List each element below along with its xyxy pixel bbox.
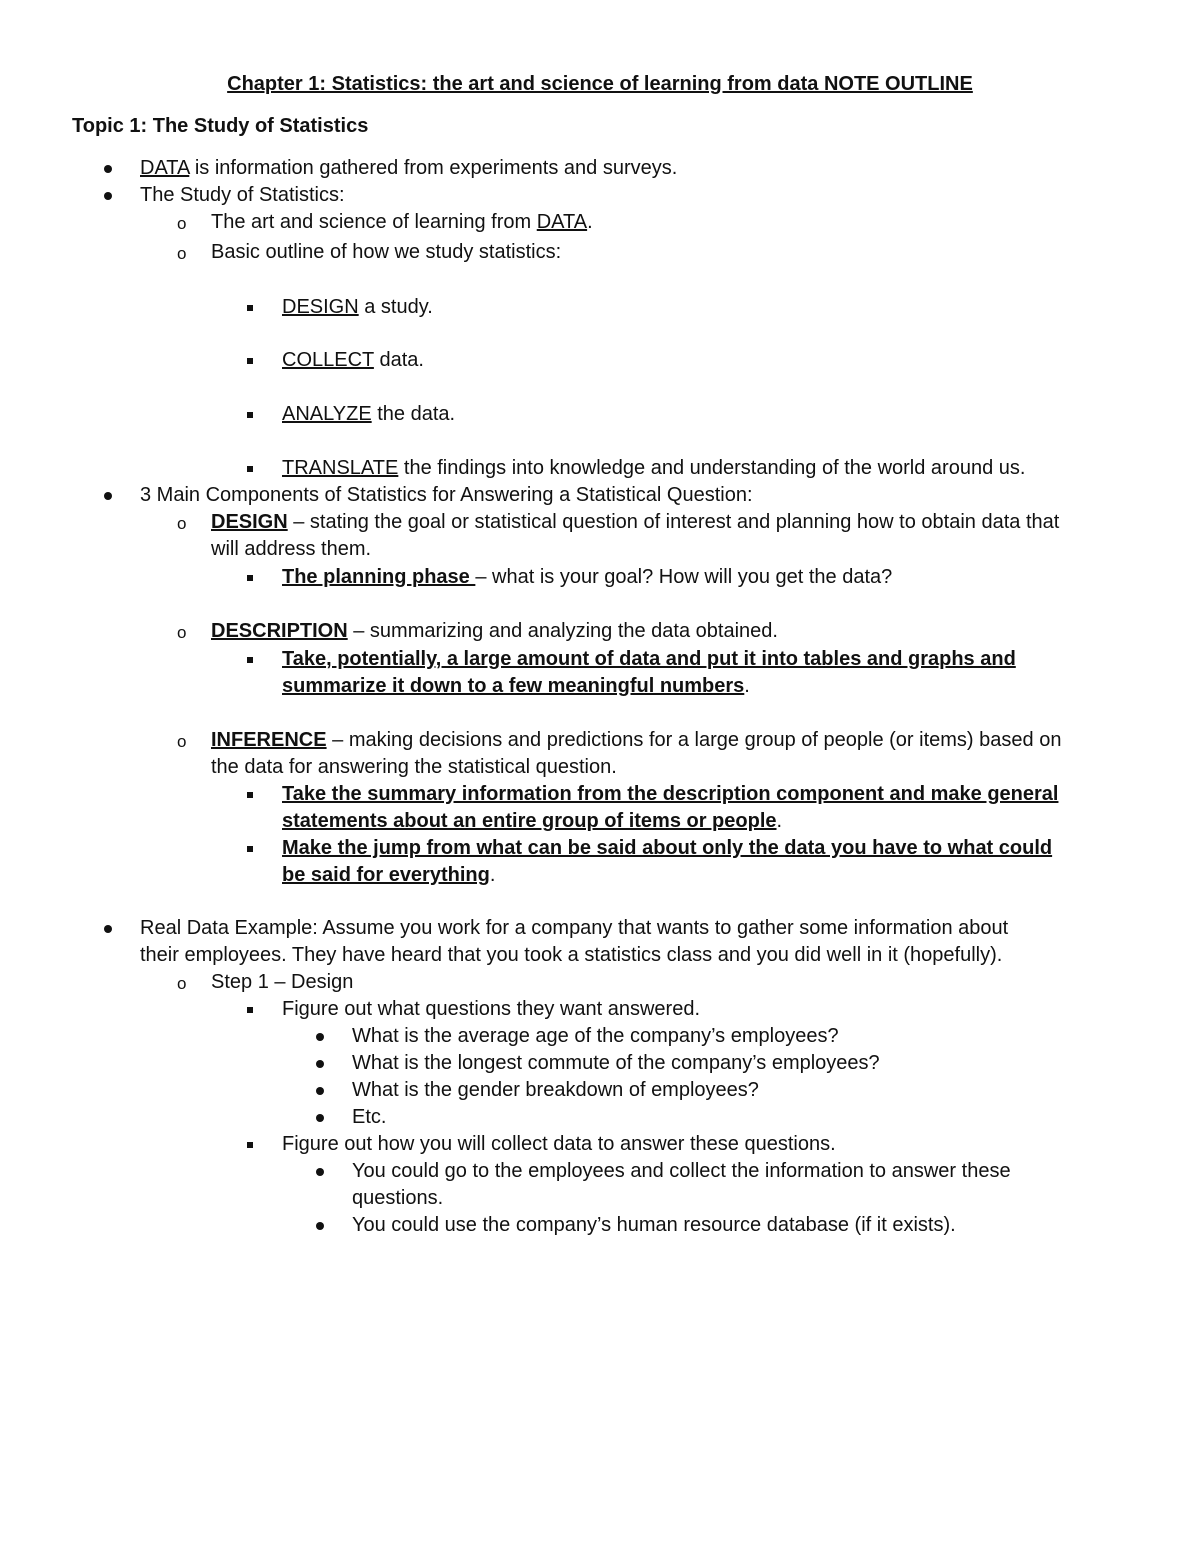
list-item: What is the gender breakdown of employees? xyxy=(352,1079,759,1101)
list-item: DESIGN – stating the goal or statistical question of interest and planning how to obtain data that xyxy=(211,511,1060,533)
list-item: DESCRIPTION – summarizing and analyzing the data obtained. xyxy=(211,620,778,642)
list-item: Real Data Example: Assume you work for a company that wants to gather some information about xyxy=(140,917,1009,939)
list-item: DESIGN a study. xyxy=(282,296,433,318)
list-item: Take the summary information from the description component and make general xyxy=(282,783,1059,805)
list-item: Make the jump from what can be said about only the data you have to what could xyxy=(282,837,1053,859)
term-data: DATA xyxy=(140,157,190,179)
page-title: Chapter 1: Statistics: the art and science of learning from data NOTE OUTLINE xyxy=(227,73,973,95)
list-item-continuation: their employees. They have heard that you took a statistics class and you did well in it (hopefully). xyxy=(140,944,1003,966)
list-item: The planning phase – what is your goal? How will you get the data? xyxy=(282,566,893,588)
list-item: TRANSLATE the findings into knowledge and understanding of the world around us. xyxy=(282,457,1026,479)
list-item: Figure out what questions they want answered. xyxy=(282,998,701,1020)
list-item: You could go to the employees and collect the information to answer these xyxy=(352,1160,1011,1182)
list-item-continuation: will address them. xyxy=(211,538,372,560)
list-item: ANALYZE the data. xyxy=(282,403,456,425)
list-item: Basic outline of how we study statistics: xyxy=(211,241,562,263)
list-item: Etc. xyxy=(352,1106,387,1128)
list-item: COLLECT data. xyxy=(282,349,424,371)
list-item: DATA is information gathered from experiments and surveys. xyxy=(140,157,678,179)
list-item-continuation: be said for everything. xyxy=(282,864,496,886)
list-item-continuation: the data for answering the statistical question. xyxy=(211,756,617,778)
list-item-continuation: statements about an entire group of items or people. xyxy=(282,810,783,832)
list-item-continuation: questions. xyxy=(352,1187,444,1209)
list-item: The art and science of learning from DATA. xyxy=(211,211,593,233)
list-item: What is the average age of the company’s employees? xyxy=(352,1025,839,1047)
topic-heading: Topic 1: The Study of Statistics xyxy=(72,115,369,137)
list-item: The Study of Statistics: xyxy=(140,184,345,206)
list-item: 3 Main Components of Statistics for Answering a Statistical Question: xyxy=(140,484,753,506)
list-item: Figure out how you will collect data to answer these questions. xyxy=(282,1133,836,1155)
list-item-continuation: summarize it down to a few meaningful numbers. xyxy=(282,675,750,697)
list-item: Take, potentially, a large amount of data and put it into tables and graphs and xyxy=(282,648,1016,670)
list-item: What is the longest commute of the company’s employees? xyxy=(352,1052,880,1074)
list-item: Step 1 – Design xyxy=(211,971,354,993)
list-item: INFERENCE – making decisions and predictions for a large group of people (or items) based on xyxy=(211,729,1062,751)
document-page: Chapter 1: Statistics: the art and science of learning from data NOTE OUTLINE Topic 1: The Study of Statistics DATA is information gathered from experiments and surveys. The Study of Statistics: o The art and science of learning from DATA. o Basic outline of how we study statistics: DESIGN a study. COLLECT data. ANALYZE the data. TRANSLATE the findings into knowledge and understanding of the world around us. 3 Main Components of Statistics for Answering a Statistical Question: o DESIGN – stating the goal or statistical question of interest and planning how to obtain data that will address them. The planning phase – what is your goal? How will you get the data? o DESCRIPTION – summarizing and analyzing the data obtained. Take, potentially, a large amount of data and put it into tables and graphs and summarize it down to a few meaningful numbers. o INFERENCE – making decisions and predictions for a large group of people (or items) based on the data for answering the statistical question. Take the summary information from the description component and make general statements about an entire group of items or people. Make the jump from what can be said about only the data you have to what could be said for everything. Real Data Example: Assume you work for a company that wants to gather some information about their employees. They have heard that you took a statistics class and you did well in it (hopefully). o Step 1 – Design Figure out what questions they want answered. What is the average age of the company’s employees? What is the longest commute of the company’s employees? What is the gender breakdown of employees? Etc. Figure out how you will collect data to answer these questions. You could go to the employees and collect the information to answer these questions. You could use the company’s human resource database (if it exists). xyxy=(0,0,1200,1553)
list-item: You could use the company’s human resource database (if it exists). xyxy=(352,1214,956,1236)
